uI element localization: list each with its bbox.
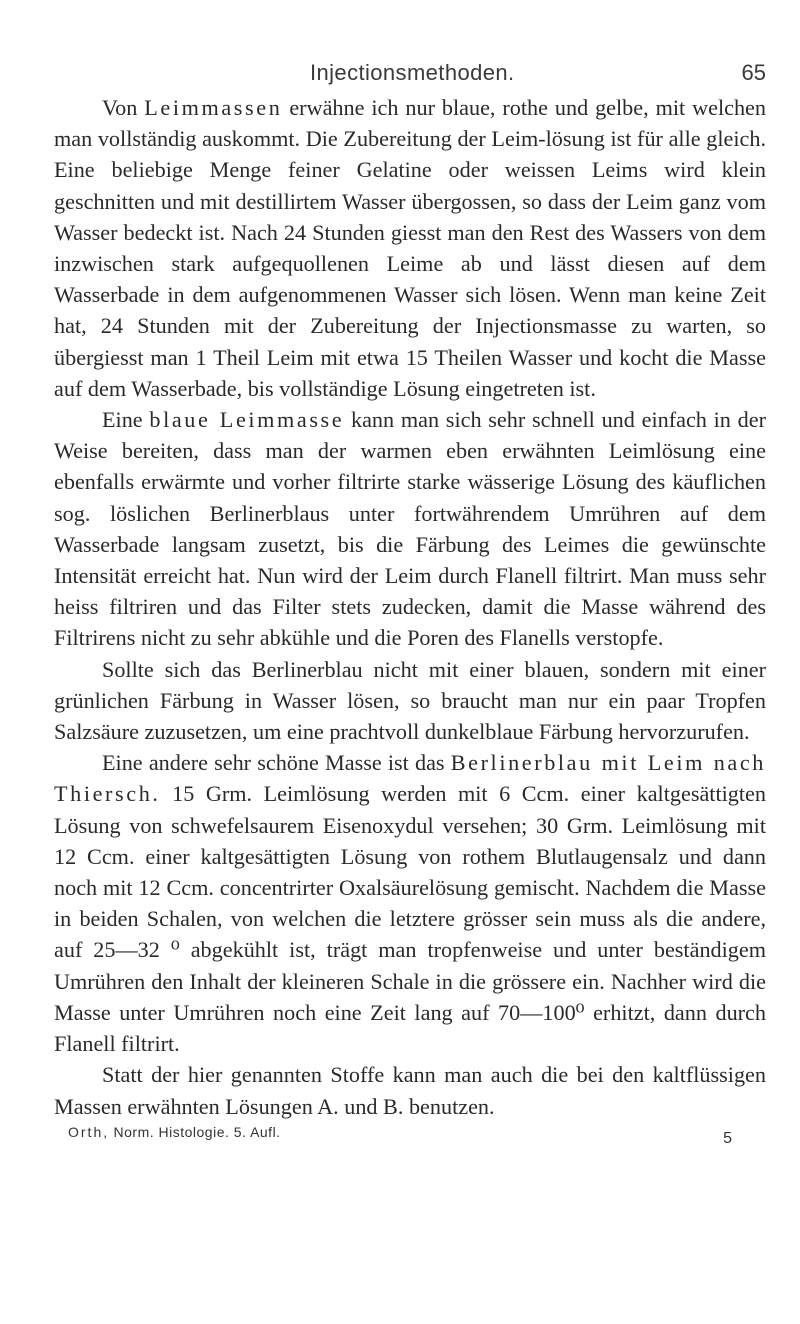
paragraph-blaue-leimmasse bbox=[54, 404, 766, 654]
book-page bbox=[54, 0, 766, 1324]
footer-author: Orth, bbox=[68, 1123, 110, 1140]
running-title: Injectionsmethoden. bbox=[310, 60, 515, 85]
page-footer bbox=[54, 1124, 766, 1148]
spaced-term: blaue Leimmasse bbox=[149, 407, 345, 433]
paragraph-lead: Eine andere sehr schöne Masse ist das bbox=[102, 750, 451, 776]
paragraph-lead: Eine bbox=[102, 407, 150, 433]
body-text bbox=[54, 92, 766, 1122]
footer-book: Norm. Histologie. 5. Aufl. bbox=[109, 1123, 281, 1140]
paragraph-thiersch bbox=[54, 747, 766, 1059]
footer-citation bbox=[68, 1124, 281, 1140]
spaced-term: Leimmassen bbox=[144, 95, 283, 120]
paragraph-text: erwähne ich nur blaue, rothe und gelbe, mit welchen man vollständig auskommt. Die Zubereitung der Leim-lösung ist für alle gleich. Eine beliebige Menge feiner Gelatine oder weissen Leims wird klein geschnitten und mit destillirtem Wasser übergossen, so dass der Leim ganz vom Wasser bedeckt ist. Nach 24 Stunden giesst man den Rest des Wassers von dem inzwischen stark aufgequollenen Leime ab und lässt diesen auf dem Wasserbade in dem aufgenommenen Wasser sich lösen. Wenn man keine Zeit hat, 24 Stunden mit der Zubereitung der Injectionsmasse zu warten, so übergiesst man 1 Theil Leim mit etwa 15 Theilen Wasser und kocht die Masse auf dem Wasserbade, bis vollständige Lösung eingetreten ist. bbox=[54, 95, 766, 401]
signature-mark: 5 bbox=[723, 1129, 732, 1147]
paragraph-text: 15 Grm. Leimlösung werden mit 6 Ccm. einer kaltgesättigten Lösung von schwefelsaurem Eisenoxydul versehen; 30 Grm. Leimlösung mit 12 Ccm. einer kaltgesättigten Lösung von rothem Blutlaugensalz und dann noch mit 12 Ccm. concentrirter Oxalsäurelösung gemischt. Nachdem die Masse in beiden Schalen, von welchen die letztere grösser sein muss als die andere, auf 25—32 ⁰ abgekühlt ist, trägt man tropfenweise und unter beständigem Umrühren den Inhalt der kleineren Schale in die grössere ein. Nachher wird die Masse unter Umrühren noch eine Zeit lang auf 70—100⁰ erhitzt, dann durch Flanell filtrirt. bbox=[54, 781, 766, 1057]
paragraph-lead: Von bbox=[102, 95, 145, 120]
spaced-term: Berlinerblau mit Leim nach Thiersch. bbox=[54, 750, 766, 807]
paragraph-text: Statt der hier genannten Stoffe kann man auch die bei den kaltflüssigen Massen erwähnten Lösungen A. und B. benutzen. bbox=[54, 1062, 766, 1119]
paragraph-statt bbox=[54, 1059, 766, 1121]
running-head bbox=[54, 0, 766, 92]
paragraph-text: kann man sich sehr schnell und einfach in der Weise bereiten, dass man der warmen eben erwähnten Leimlösung eine ebenfalls erwärmte und vorher filtrirte starke wässerige Lösung des käuflichen sog. löslichen Berlinerblaus unter fortwährendem Umrühren auf dem Wasserbade langsam zusetzt, bis die Färbung des Leimes die gewünschte Intensität erreicht hat. Nun wird der Leim durch Flanell filtrirt. Man muss sehr heiss filtriren und das Filter stets zudecken, damit die Masse während des Filtrirens nicht zu sehr abkühle und die Poren des Flanells verstopfe. bbox=[54, 407, 766, 651]
paragraph-leimmassen bbox=[54, 92, 766, 404]
paragraph-text: Sollte sich das Berlinerblau nicht mit einer blauen, sondern mit einer grünlichen Färbung in Wasser lösen, so braucht man nur ein paar Tropfen Salzsäure zuzusetzen, um eine prachtvoll dunkelblaue Färbung hervorzurufen. bbox=[54, 656, 766, 745]
paragraph-berlinerblau-loesung bbox=[54, 654, 766, 748]
page-number: 65 bbox=[741, 60, 766, 85]
